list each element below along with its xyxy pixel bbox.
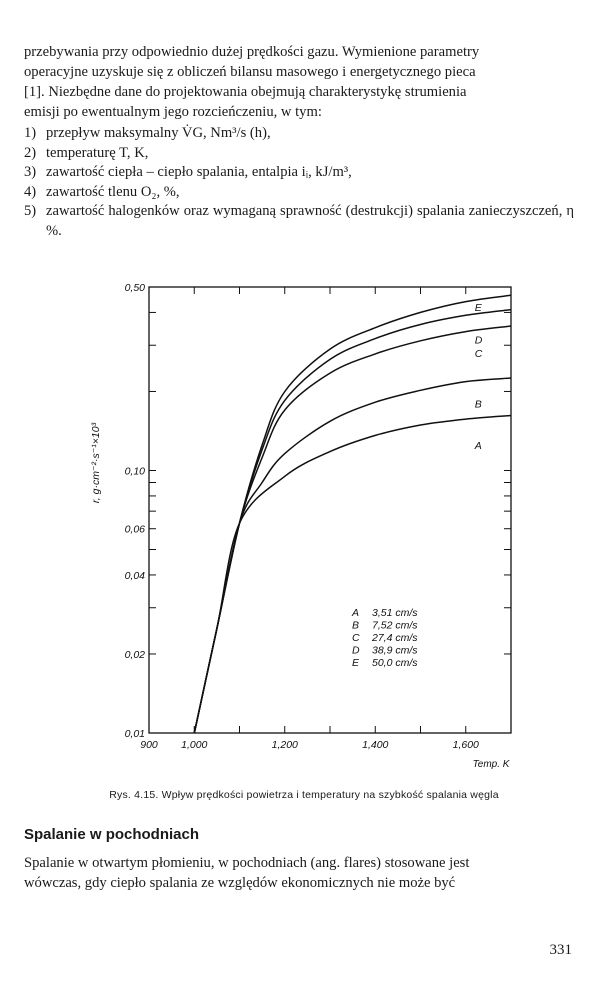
y-tick-label: 0,02 bbox=[124, 648, 145, 661]
section-heading: Spalanie w pochodniach bbox=[24, 826, 200, 843]
plot-frame bbox=[149, 287, 511, 733]
x-tick-label: 1,600 bbox=[452, 739, 479, 751]
body-line: Spalanie w otwartym płomieniu, w pochodniach (ang. flares) stosowane jest bbox=[24, 855, 470, 871]
list-item: 4) zawartość tlenu O₂, %, bbox=[24, 183, 180, 200]
x-tick-label: 1,200 bbox=[271, 739, 298, 751]
legend-label: 3,51 cm/s bbox=[372, 607, 418, 619]
series-line-c bbox=[194, 326, 511, 733]
page-number: 331 bbox=[549, 942, 572, 958]
series-label-d: D bbox=[474, 334, 483, 347]
x-tick-label: 1,000 bbox=[181, 739, 208, 751]
intro-line: emisji po ewentualnym jego rozcieńczeniu, w tym: bbox=[24, 104, 322, 120]
series-label-a: A bbox=[474, 440, 482, 453]
list-item: 5) zawartość halogenków oraz wymaganą sprawność (destrukcji) spalania zanieczyszczeń, η %. bbox=[24, 203, 574, 239]
legend-key: E bbox=[352, 657, 360, 669]
y-axis-label: r, g·cm⁻²·s⁻¹×10³ bbox=[90, 422, 102, 504]
series-line-b bbox=[194, 378, 511, 733]
body-line: wówczas, gdy ciepło spalania ze względów ekonomicznych nie może być bbox=[24, 875, 456, 891]
combustion-rate-chart bbox=[0, 270, 608, 770]
list-item: 3) zawartość ciepła – ciepło spalania, entalpia iᵢ, kJ/m³, bbox=[24, 164, 352, 181]
intro-line: przebywania przy odpowiednio dużej prędkości gazu. Wymienione parametry bbox=[24, 44, 480, 60]
y-tick-label: 0,04 bbox=[124, 569, 145, 582]
y-tick-label: 0,50 bbox=[124, 282, 145, 294]
list-item: 1) przepływ maksymalny V̇G, Nm³/s (h), bbox=[24, 125, 271, 141]
figure-caption: Rys. 4.15. Wpływ prędkości powietrza i temperatury na szybkość spalania węgla bbox=[109, 789, 499, 801]
series-label-b: B bbox=[474, 398, 482, 411]
list-item: 2) temperaturę T, K, bbox=[24, 144, 149, 161]
legend-label: 7,52 cm/s bbox=[372, 619, 418, 632]
legend-key: B bbox=[352, 619, 360, 632]
legend-label: 50,0 cm/s bbox=[372, 657, 418, 669]
intro-line: operacyjne uzyskuje się z obliczeń bilansu masowego i energetycznego pieca bbox=[24, 64, 476, 80]
intro-line: [1]. Niezbędne dane do projektowania obejmują charakterystykę strumienia bbox=[24, 84, 467, 100]
series-line-d bbox=[194, 310, 511, 733]
series-label-e: E bbox=[474, 301, 482, 314]
y-tick-label: 0,01 bbox=[124, 728, 145, 740]
y-tick-label: 0,06 bbox=[124, 523, 145, 536]
y-tick-label: 0,10 bbox=[124, 465, 145, 478]
legend-label: 27,4 cm/s bbox=[372, 632, 418, 644]
series-line-a bbox=[194, 416, 511, 734]
legend-key: D bbox=[352, 644, 360, 657]
parameter-list bbox=[24, 124, 574, 242]
series-label-c: C bbox=[474, 348, 483, 361]
legend-label: 38,9 cm/s bbox=[372, 644, 418, 657]
legend-key: A bbox=[352, 607, 360, 619]
x-axis-label: Temp. K bbox=[472, 759, 510, 770]
x-tick-label: 900 bbox=[140, 739, 158, 751]
x-tick-label: 1,400 bbox=[362, 739, 389, 751]
legend-key: C bbox=[352, 632, 360, 644]
